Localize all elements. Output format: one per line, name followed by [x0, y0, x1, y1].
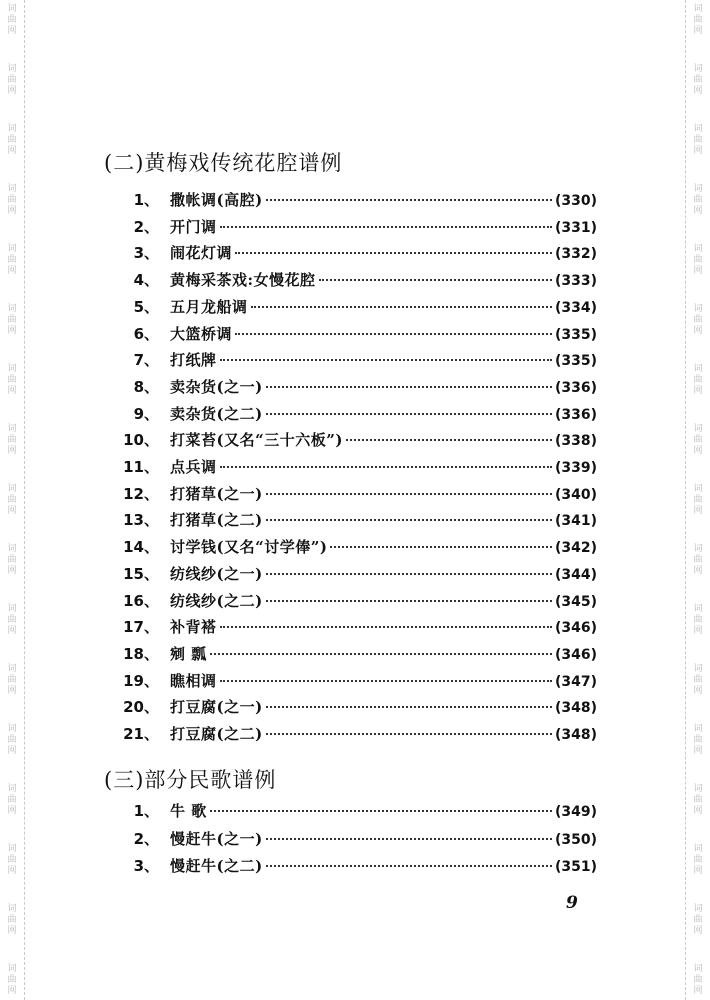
watermark-char: 网: [7, 386, 17, 396]
entry-page-ref: (341): [554, 513, 597, 530]
entry-number: 21: [123, 725, 144, 743]
watermark-char: 曲: [693, 915, 703, 925]
watermark-char: 网: [693, 326, 703, 336]
watermark-char: 词: [7, 304, 17, 314]
watermark-char: 曲: [7, 255, 17, 265]
entry-title: 卖杂货(之一): [170, 377, 263, 396]
toc-entry: [0, 826, 710, 852]
entry-separator: 、: [144, 377, 160, 396]
entry-title: 牛 歌: [170, 802, 207, 820]
entry-page-ref: (338): [554, 433, 597, 450]
toc-entry: [0, 347, 710, 373]
watermark-char: 网: [7, 746, 17, 756]
watermark-char: 网: [693, 206, 703, 216]
watermark-char: 词: [7, 424, 17, 434]
entry-number: 16: [123, 591, 144, 610]
toc-entry: [0, 214, 710, 240]
watermark-char: 词: [693, 544, 703, 554]
watermark-char: 词: [693, 844, 703, 854]
watermark-char: 词: [7, 364, 17, 374]
dot-leader: [266, 865, 552, 867]
watermark-char: 曲: [7, 375, 17, 385]
toc-entry: [0, 588, 710, 614]
watermark-char: 词: [7, 544, 17, 554]
watermark-char: 曲: [693, 435, 703, 445]
watermark-char: 词: [7, 604, 17, 614]
entry-title: 慢赶牛(之一): [170, 829, 263, 848]
watermark-char: 网: [693, 266, 703, 276]
entry-separator: 、: [144, 191, 160, 209]
toc-entry: [0, 427, 710, 453]
entry-separator: 、: [144, 431, 160, 450]
watermark-char: 网: [693, 746, 703, 756]
watermark-char: 曲: [7, 975, 17, 985]
dot-leader: [330, 546, 552, 548]
watermark-char: 曲: [693, 975, 703, 985]
watermark-char: 曲: [7, 615, 17, 625]
watermark-char: 网: [693, 806, 703, 816]
watermark-char: 词: [693, 664, 703, 674]
watermark-char: 曲: [693, 855, 703, 865]
entry-line: [170, 321, 597, 348]
entry-separator: 、: [144, 404, 160, 423]
entry-title: 卖杂货(之二): [170, 404, 263, 423]
entry-separator: 、: [144, 698, 160, 717]
entry-separator: 、: [144, 591, 160, 610]
entry-page-ref: (339): [554, 460, 597, 476]
watermark-char: 词: [693, 124, 703, 134]
watermark-char: 词: [693, 724, 703, 734]
watermark-char: 网: [7, 266, 17, 276]
watermark-char: 曲: [693, 315, 703, 325]
watermark-char: 词: [693, 484, 703, 494]
watermark-char: 网: [7, 566, 17, 576]
dot-leader: [319, 279, 552, 281]
watermark-char: 曲: [7, 135, 17, 145]
watermark-char: 词: [693, 4, 703, 14]
entry-separator: 、: [144, 671, 160, 690]
entry-line: [170, 454, 597, 481]
entry-title: 打豆腐(之一): [170, 698, 263, 717]
entry-page-ref: (346): [554, 620, 597, 637]
watermark-char: 曲: [693, 15, 703, 25]
entry-separator: 、: [144, 271, 160, 290]
watermark-char: 网: [7, 626, 17, 636]
entry-title: 补背褡: [170, 618, 217, 637]
watermark-char: 网: [7, 326, 17, 336]
entry-line: [170, 534, 597, 561]
entry-number: 15: [123, 564, 144, 583]
entry-page-ref: (334): [554, 299, 597, 316]
entry-line: [170, 401, 597, 428]
watermark-char: 网: [7, 686, 17, 696]
entry-title: 闹花灯调: [170, 244, 233, 263]
entry-page-ref: (332): [554, 246, 597, 263]
toc-entry: [0, 853, 710, 879]
entry-separator: 、: [144, 324, 160, 343]
watermark-char: 网: [7, 26, 17, 36]
entry-number: 12: [123, 484, 144, 503]
watermark-char: 词: [693, 964, 703, 974]
watermark-char: 网: [693, 446, 703, 456]
dot-leader: [266, 493, 552, 495]
entry-line: [170, 507, 597, 534]
watermark-char: 网: [7, 446, 17, 456]
entry-number: 10: [123, 431, 144, 450]
entry-title: 点兵调: [170, 458, 217, 476]
dot-leader: [266, 600, 552, 602]
watermark-char: 网: [693, 146, 703, 156]
entry-number: 19: [123, 671, 144, 690]
dot-leader: [220, 359, 552, 361]
dot-leader: [266, 413, 552, 415]
watermark-char: 词: [693, 244, 703, 254]
watermark-char: 词: [693, 604, 703, 614]
watermark-char: 网: [7, 866, 17, 876]
entry-title: 黄梅采茶戏:女慢花腔: [170, 271, 316, 290]
watermark-char: 曲: [7, 75, 17, 85]
watermark-char: 词: [693, 64, 703, 74]
watermark-char: 词: [7, 784, 17, 794]
watermark-char: 曲: [693, 735, 703, 745]
entry-title: 五月龙船调: [170, 297, 248, 316]
entry-page-ref: (348): [554, 727, 597, 743]
entry-number: 11: [123, 458, 144, 476]
watermark-char: 网: [693, 926, 703, 936]
entry-page-ref: (342): [554, 540, 597, 557]
toc-entry: [0, 614, 710, 640]
entry-number: 1: [133, 802, 144, 820]
entry-number: 1: [133, 191, 144, 209]
entry-separator: 、: [144, 857, 160, 875]
entry-separator: 、: [144, 618, 160, 637]
dot-leader: [266, 706, 552, 708]
toc-entry: [0, 798, 710, 824]
entry-title: 讨学钱(又名“讨学俸”): [170, 538, 328, 557]
watermark-char: 词: [693, 184, 703, 194]
watermark-char: 词: [7, 724, 17, 734]
watermark-char: 曲: [693, 675, 703, 685]
toc-entry: [0, 641, 710, 667]
entry-page-ref: (348): [554, 700, 597, 717]
watermark-char: 词: [7, 64, 17, 74]
watermark-char: 网: [7, 986, 17, 996]
dot-leader: [235, 252, 552, 254]
entry-title: 打猪草(之二): [170, 511, 263, 530]
entry-title: 瞧相调: [170, 671, 217, 690]
entry-number: 17: [123, 618, 144, 637]
entry-page-ref: (331): [554, 219, 597, 236]
watermark-char: 网: [7, 506, 17, 516]
watermark-char: 曲: [7, 915, 17, 925]
dot-leader: [266, 838, 552, 840]
entry-number: 4: [133, 271, 144, 290]
entry-number: 5: [133, 297, 144, 316]
watermark-char: 曲: [7, 795, 17, 805]
dot-leader: [266, 519, 552, 521]
watermark-char: 词: [7, 244, 17, 254]
entry-title: 打菜苔(又名“三十六板”): [170, 431, 343, 450]
watermark-char: 网: [7, 206, 17, 216]
toc-entry: [0, 668, 710, 694]
watermark-char: 网: [693, 566, 703, 576]
watermark-char: 曲: [693, 375, 703, 385]
watermark-char: 曲: [693, 795, 703, 805]
entry-number: 7: [133, 351, 144, 370]
entry-line: [170, 214, 597, 241]
entry-page-ref: (344): [554, 566, 597, 583]
watermark-char: 曲: [7, 555, 17, 565]
toc-entry: [0, 321, 710, 347]
watermark-char: 曲: [7, 855, 17, 865]
entry-page-ref: (346): [554, 646, 597, 663]
watermark-char: 曲: [693, 135, 703, 145]
dot-leader: [266, 199, 552, 201]
watermark-char: 词: [7, 484, 17, 494]
entry-title: 纺线纱(之一): [170, 564, 263, 583]
entry-number: 8: [133, 377, 144, 396]
entry-page-ref: (335): [554, 353, 597, 370]
entry-separator: 、: [144, 511, 160, 530]
entry-title: 打豆腐(之二): [170, 725, 263, 743]
entry-title: 开门调: [170, 217, 217, 236]
entry-line: [170, 614, 597, 641]
entry-page-ref: (330): [554, 193, 597, 209]
watermark-char: 曲: [7, 435, 17, 445]
watermark-char: 词: [7, 964, 17, 974]
watermark-char: 曲: [7, 315, 17, 325]
entry-number: 3: [133, 857, 144, 875]
toc-entry: [0, 454, 710, 480]
entry-page-ref: (350): [554, 831, 597, 848]
section-heading-3: (三)部分民歌谱例: [104, 768, 277, 792]
entry-separator: 、: [144, 725, 160, 743]
toc-entry: [0, 481, 710, 507]
entry-page-ref: (336): [554, 379, 597, 396]
entry-line: [170, 481, 597, 508]
dot-leader: [210, 810, 552, 812]
page-number: 9: [566, 893, 578, 913]
entry-page-ref: (335): [554, 326, 597, 343]
entry-line: [170, 641, 597, 668]
watermark-char: 网: [7, 926, 17, 936]
watermark-char: 曲: [7, 15, 17, 25]
watermark-char: 曲: [693, 555, 703, 565]
dot-leader: [266, 386, 552, 388]
watermark-char: 词: [693, 904, 703, 914]
dot-leader: [220, 466, 552, 468]
entry-title: 大篮桥调: [170, 324, 233, 343]
watermark-char: 词: [7, 904, 17, 914]
watermark-char: 曲: [693, 615, 703, 625]
entry-page-ref: (345): [554, 593, 597, 610]
dot-leader: [210, 653, 552, 655]
watermark-char: 网: [7, 86, 17, 96]
watermark-char: 网: [693, 626, 703, 636]
dot-leader: [346, 439, 552, 441]
dot-leader: [235, 333, 552, 335]
entry-line: [170, 294, 597, 321]
toc-entry: [0, 374, 710, 400]
entry-page-ref: (351): [554, 859, 597, 875]
watermark-char: 词: [7, 124, 17, 134]
entry-number: 2: [133, 217, 144, 236]
entry-title: 打纸牌: [170, 351, 217, 370]
watermark-char: 曲: [7, 495, 17, 505]
dot-leader: [266, 573, 552, 575]
watermark-char: 曲: [7, 735, 17, 745]
entry-number: 3: [133, 244, 144, 263]
toc-entry: [0, 267, 710, 293]
entry-number: 9: [133, 404, 144, 423]
watermark-char: 网: [7, 806, 17, 816]
dot-leader: [220, 626, 552, 628]
watermark-char: 词: [693, 784, 703, 794]
entry-separator: 、: [144, 829, 160, 848]
entry-line: [170, 561, 597, 588]
entry-number: 18: [123, 644, 144, 663]
watermark-char: 网: [693, 866, 703, 876]
watermark-char: 网: [693, 86, 703, 96]
entry-line: [170, 267, 597, 294]
watermark-char: 网: [693, 386, 703, 396]
toc-entry: [0, 721, 710, 747]
entry-separator: 、: [144, 484, 160, 503]
entry-line: [170, 427, 597, 454]
entry-separator: 、: [144, 564, 160, 583]
watermark-char: 网: [693, 686, 703, 696]
toc-entry: [0, 401, 710, 427]
entry-line: [170, 668, 597, 695]
toc-entry: [0, 561, 710, 587]
entry-separator: 、: [144, 351, 160, 370]
watermark-char: 曲: [7, 675, 17, 685]
entry-line: [170, 588, 597, 615]
toc-entry: [0, 507, 710, 533]
entry-number: 14: [123, 538, 144, 557]
entry-separator: 、: [144, 644, 160, 663]
watermark-char: 网: [693, 26, 703, 36]
watermark-char: 词: [7, 4, 17, 14]
watermark-char: 曲: [693, 195, 703, 205]
watermark-char: 词: [693, 424, 703, 434]
section-heading-2: (二)黄梅戏传统花腔谱例: [104, 151, 343, 175]
watermark-char: 网: [7, 146, 17, 156]
entry-line: [170, 187, 597, 214]
entry-separator: 、: [144, 297, 160, 316]
dot-leader: [220, 226, 552, 228]
watermark-char: 词: [693, 304, 703, 314]
entry-page-ref: (347): [554, 673, 597, 690]
entry-page-ref: (336): [554, 406, 597, 423]
watermark-char: 网: [693, 506, 703, 516]
dot-leader: [251, 306, 552, 308]
watermark-char: 词: [7, 844, 17, 854]
watermark-char: 曲: [7, 195, 17, 205]
entry-line: [170, 694, 597, 721]
watermark-char: 词: [693, 364, 703, 374]
entry-separator: 、: [144, 538, 160, 557]
toc-entry: [0, 694, 710, 720]
entry-separator: 、: [144, 458, 160, 476]
entry-line: [170, 853, 597, 880]
toc-entry: [0, 187, 710, 213]
entry-separator: 、: [144, 802, 160, 820]
watermark-char: 词: [7, 184, 17, 194]
watermark-char: 曲: [693, 495, 703, 505]
dot-leader: [220, 680, 552, 682]
entry-number: 6: [133, 324, 144, 343]
toc-entry: [0, 240, 710, 266]
entry-number: 13: [123, 511, 144, 530]
entry-line: [170, 798, 597, 825]
dot-leader: [266, 733, 552, 735]
watermark-char: 曲: [693, 75, 703, 85]
entry-line: [170, 826, 597, 853]
entry-title: 纺线纱(之二): [170, 591, 263, 610]
entry-line: [170, 347, 597, 374]
entry-separator: 、: [144, 244, 160, 263]
entry-number: 2: [133, 829, 144, 848]
entry-line: [170, 240, 597, 267]
toc-entry: [0, 294, 710, 320]
watermark-char: 词: [7, 664, 17, 674]
entry-page-ref: (340): [554, 486, 597, 503]
watermark-char: 曲: [693, 255, 703, 265]
watermark-char: 网: [693, 986, 703, 996]
toc-entry: [0, 534, 710, 560]
entry-title: 打猪草(之一): [170, 484, 263, 503]
entry-title: 慢赶牛(之二): [170, 857, 263, 875]
entry-separator: 、: [144, 217, 160, 236]
entry-line: [170, 721, 597, 748]
entry-title: 撒帐调(高腔): [170, 191, 263, 209]
entry-line: [170, 374, 597, 401]
entry-title: 剜 瓢: [170, 644, 207, 663]
entry-page-ref: (333): [554, 273, 597, 290]
entry-page-ref: (349): [554, 804, 597, 820]
entry-number: 20: [123, 698, 144, 717]
